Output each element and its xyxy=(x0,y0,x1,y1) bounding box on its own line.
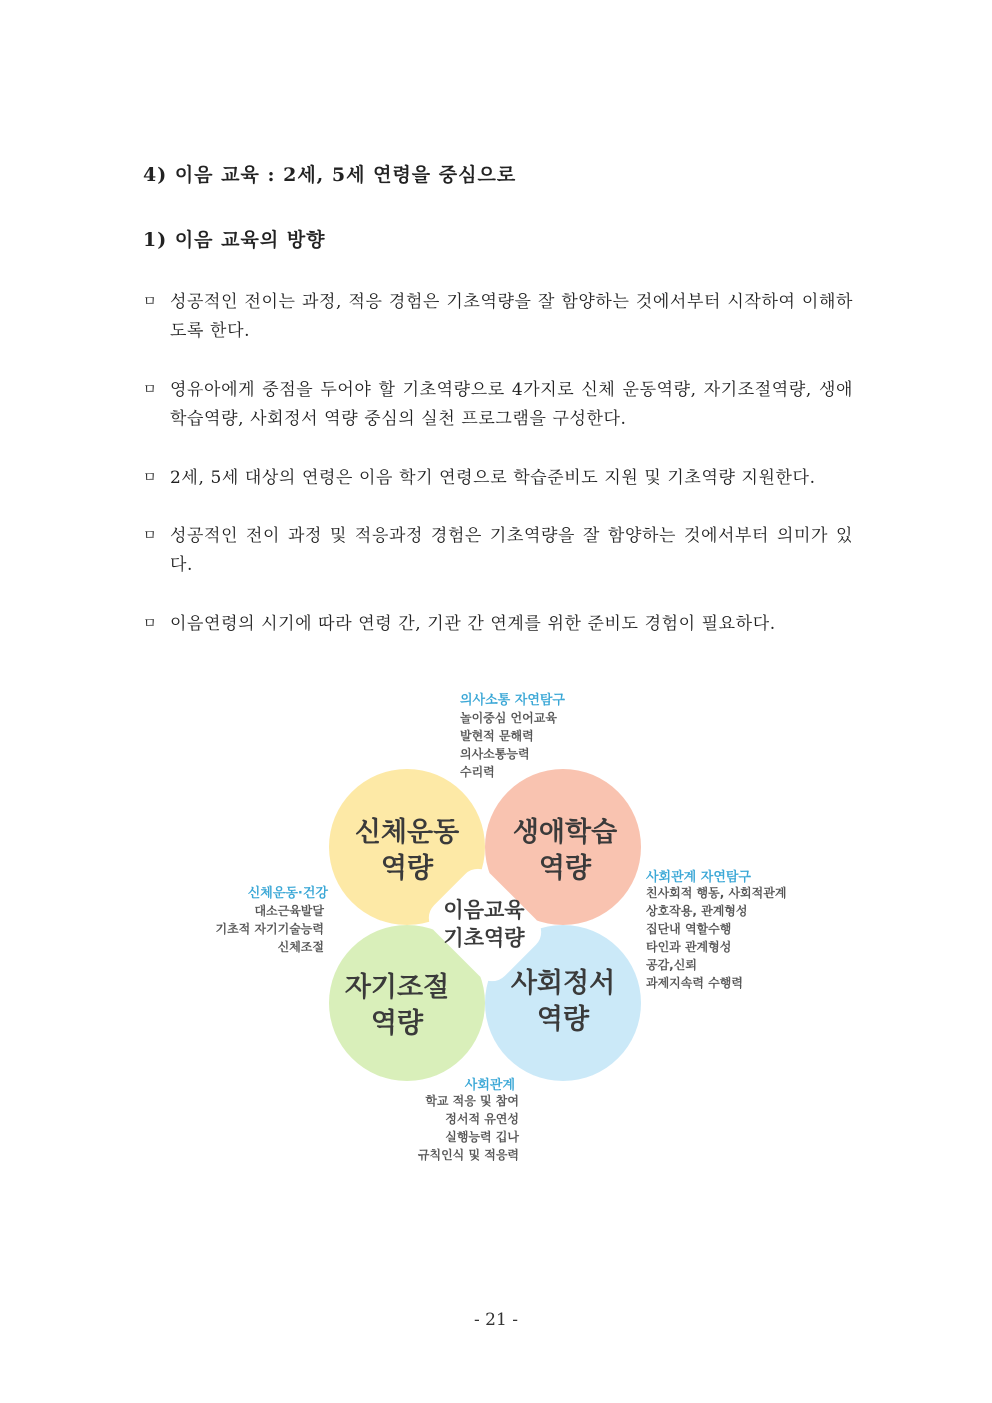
competency-diagram xyxy=(195,680,815,1170)
page-number: - 21 - xyxy=(474,1310,518,1330)
bullet-item xyxy=(143,464,853,493)
bullet-item xyxy=(143,522,853,580)
bullet-square-icon: ㅁ xyxy=(143,528,157,544)
left-annotation-list xyxy=(195,902,324,956)
bullet-text: 성공적인 전이 과정 및 적응과정 경험은 기초역량을 잘 함양하는 것에서부터 의미가 있다. xyxy=(170,526,853,575)
bullet-square-icon: ㅁ xyxy=(143,294,157,310)
bullet-square-icon: ㅁ xyxy=(143,470,157,486)
left-annotation-title: 신체운동·건강 xyxy=(247,886,328,901)
list-item: 실행능력 깁나 xyxy=(445,1130,519,1144)
list-item: 학교 적응 및 참여 xyxy=(425,1094,519,1108)
bullet-square-icon: ㅁ xyxy=(143,616,157,632)
top-annotation-title: 의사소통 자연탐구 xyxy=(460,693,565,708)
bullet-item xyxy=(143,610,853,639)
physical-competency-label: 신체운동 역량 xyxy=(354,817,460,884)
selfreg-competency-label: 자기조절 역량 xyxy=(344,972,450,1039)
list-item: 공감,신뢰 xyxy=(646,958,697,972)
list-item: 정서적 유연성 xyxy=(445,1112,519,1126)
list-item: 신체조절 xyxy=(277,940,324,954)
list-item: 기초적 자기기술능력 xyxy=(215,922,324,936)
list-item: 친사회적 행동, 사회적관계 xyxy=(646,886,787,900)
bullet-item xyxy=(143,376,853,434)
lifelong-competency-label: 생애학습 역량 xyxy=(512,817,618,884)
list-item: 규칙인식 및 적응력 xyxy=(417,1148,519,1162)
top-annotation-list xyxy=(460,709,557,781)
right-annotation-list xyxy=(646,884,786,992)
bullet-text: 영유아에게 중점을 두어야 할 기초역량으로 4가지로 신체 운동역량, 자기조절역량, 생애학습역량, 사회정서 역량 중심의 실천 프로그램을 구성한다. xyxy=(170,380,853,429)
right-annotation-title: 사회관계 자연탐구 xyxy=(646,870,751,885)
list-item: 상호작용, 관계형성 xyxy=(646,904,748,918)
center-label: 이음교육 기초역량 xyxy=(443,898,525,950)
bullet-item xyxy=(143,288,853,346)
social-competency-label: 사회정서 역량 xyxy=(510,968,616,1035)
bullet-text: 2세, 5세 대상의 연령은 이음 학기 연령으로 학습준비도 지원 및 기초역량 지원한다. xyxy=(170,468,816,488)
list-item: 집단내 역할수행 xyxy=(646,922,732,936)
list-item: 타인과 관계형성 xyxy=(646,940,732,954)
bullet-text: 성공적인 전이는 과정, 적응 경험은 기초역량을 잘 함양하는 것에서부터 시작하여 이해하도록 한다. xyxy=(170,292,853,341)
list-item: 발현적 문해력 xyxy=(460,729,534,743)
list-item: 대소근육발달 xyxy=(254,904,324,918)
list-item: 놀이중심 언어교육 xyxy=(460,711,557,725)
list-item: 수리력 xyxy=(460,765,495,779)
list-item: 의사소통능력 xyxy=(460,747,530,761)
bullet-square-icon: ㅁ xyxy=(143,382,157,398)
section-heading: 4) 이음 교육 : 2세, 5세 연령을 중심으로 xyxy=(143,164,517,186)
bottom-annotation-title: 사회관계 xyxy=(464,1078,515,1093)
bullet-text: 이음연령의 시기에 따라 연령 간, 기관 간 연계를 위한 준비도 경험이 필요하다. xyxy=(170,614,776,634)
bottom-annotation-list xyxy=(395,1092,519,1164)
list-item: 과제지속력 수행력 xyxy=(646,976,743,990)
subsection-heading: 1) 이음 교육의 방향 xyxy=(143,229,326,251)
